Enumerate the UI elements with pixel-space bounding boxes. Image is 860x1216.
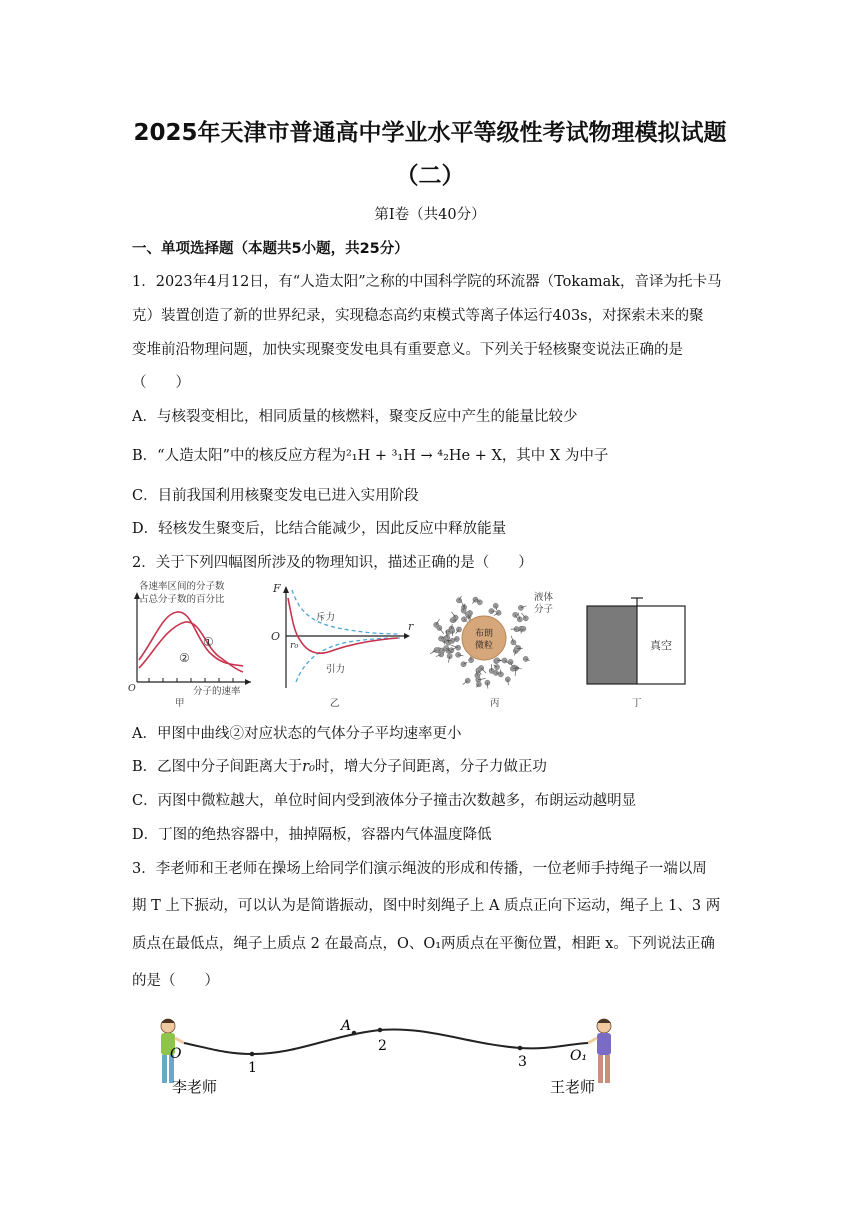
rope-wave-figure: [148, 1010, 628, 1100]
particle-label-2: 微粒: [474, 641, 494, 651]
q1-line-2: 克）装置创造了新的世界纪录，实现稳态高约束模式等离子体运行403s，对探索未来的聚: [132, 308, 704, 324]
liquid-molecule: [434, 622, 439, 627]
liquid-label-2: 分子: [534, 604, 554, 615]
exam-title-line1: 2025年天津市普通高中学业水平等级性考试物理模拟试题: [133, 120, 727, 146]
section-heading: 一、单项选择题（本题共5小题，共25分）: [132, 241, 409, 257]
q3-line-3: 质点在最低点，绳子上质点 2 在最高点，O、O₁两质点在平衡位置，相距 x。下列说法正确: [132, 936, 715, 952]
jia-ylabel-2: 占总分子数的百分比: [139, 594, 225, 605]
q3-line-1: 3．李老师和王老师在操场上给同学们演示绳波的形成和传播，一位老师手持绳子一端以周: [132, 861, 707, 877]
yi-r0-label: r₀: [290, 640, 299, 651]
yi-f-label: F: [273, 582, 281, 595]
liquid-molecule: [517, 617, 522, 622]
label-teacher-wang: 王老师: [550, 1078, 596, 1096]
gas-chamber: [587, 606, 637, 684]
jia-xlabel: 分子的速率: [193, 686, 241, 697]
figure-bing: [430, 590, 560, 708]
yi-attraction-curve: [296, 638, 400, 682]
yi-net-force-curve: [288, 598, 398, 653]
volume-label: 第Ⅰ卷（共40分）: [374, 207, 486, 223]
exam-title-line2: （二）: [395, 163, 465, 189]
q2-option-d: D．丁图的绝热容器中，抽掉隔板，容器内气体温度降低: [132, 827, 492, 843]
figure-jia: [125, 578, 255, 708]
nuclear-equation: ²₁H + ³₁H → ⁴₂He + X: [345, 448, 502, 464]
q2-option-b-tail: 时，增大分子间距离，分子力做正功: [314, 759, 547, 775]
q1-option-b-tail: ，其中 X 为中子: [501, 448, 609, 464]
q1-option-b-text: B．“人造太阳”中的核反应方程为: [132, 448, 346, 464]
liquid-molecule: [447, 654, 452, 659]
label-o1: O₁: [570, 1048, 588, 1064]
yi-repulsion-curve: [292, 590, 398, 634]
bing-caption: 丙: [490, 698, 500, 708]
liquid-molecule: [511, 640, 516, 645]
particle-label-1: 布朗: [474, 629, 494, 639]
label-teacher-li: 李老师: [172, 1078, 218, 1096]
jia-ylabel-1: 各速率区间的分子数: [139, 581, 225, 592]
q2-option-b-text: B．乙图中分子间距离大于: [132, 759, 303, 775]
yi-y-arrow: [283, 586, 289, 593]
q1-option-c: C．目前我国利用核聚变发电已进入实用阶段: [132, 488, 419, 504]
yi-attraction-label: 引力: [326, 664, 346, 675]
q2-option-c: C．丙图中微粒越大，单位时间内受到液体分子撞击次数越多，布朗运动越明显: [132, 793, 637, 809]
jia-origin: O: [128, 683, 136, 694]
figure-yi: [268, 578, 418, 708]
liquid-molecule: [434, 648, 439, 653]
yi-origin: O: [271, 630, 281, 643]
yi-r-label: r: [408, 620, 414, 633]
jia-curve-1-label: ①: [203, 635, 214, 649]
label-1: 1: [248, 1060, 257, 1076]
liquid-molecule: [465, 678, 470, 683]
jia-curve-2-label: ②: [179, 651, 190, 665]
jia-curve-2: [139, 622, 243, 672]
yi-repulsion-label: 斥力: [316, 612, 336, 623]
point-3: [518, 1046, 523, 1051]
q1-line-1: 1．2023年4月12日，有“人造太阳”之称的中国科学院的环流器（Tokamak，音译为托卡马: [132, 274, 722, 290]
q1-line-3: 变堆前沿物理问题，加快实现聚变发电具有重要意义。下列关于轻核聚变说法正确的是: [132, 342, 683, 358]
r0-symbol: r₀: [302, 759, 315, 775]
q3-line-2: 期 T 上下振动，可以认为是简谐振动，图中时刻绳子上 A 质点正向下运动，绳子上 1、3 两: [132, 898, 721, 914]
q3-line-4: 的是（ ）: [132, 973, 219, 989]
jia-caption: 甲: [175, 698, 185, 708]
jia-x-arrow: [245, 679, 251, 685]
label-2: 2: [378, 1038, 387, 1054]
q1-option-d: D．轻核发生聚变后，比结合能减少，因此反应中释放能量: [132, 521, 507, 537]
label-3: 3: [518, 1054, 527, 1070]
label-o: O: [170, 1046, 182, 1062]
point-a: [352, 1031, 357, 1036]
point-1: [250, 1052, 255, 1057]
liquid-label-1: 液体: [534, 592, 554, 603]
vacuum-label: 真空: [650, 639, 672, 652]
figure-ding: [580, 594, 692, 710]
yi-x-arrow: [404, 633, 410, 639]
q1-option-b: [132, 444, 608, 465]
q2-option-b: [132, 755, 547, 776]
ding-caption: 丁: [632, 698, 642, 709]
yi-caption: 乙: [330, 698, 340, 708]
teacher-wang-figure: [588, 1019, 611, 1083]
liquid-molecule: [444, 646, 449, 651]
q2-stem: 2．关于下列四幅图所涉及的物理知识，描述正确的是（ ）: [132, 555, 533, 571]
point-2: [378, 1028, 383, 1033]
q1-option-a: A．与核裂变相比，相同质量的核燃料，聚变反应中产生的能量比较少: [132, 409, 578, 425]
q1-line-4: （ ）: [132, 375, 190, 391]
liquid-molecule: [523, 656, 528, 661]
label-a: A: [341, 1018, 352, 1034]
q2-option-a: A．甲图中曲线②对应状态的气体分子平均速率更小: [132, 726, 462, 742]
jia-curve-1: [139, 612, 243, 666]
